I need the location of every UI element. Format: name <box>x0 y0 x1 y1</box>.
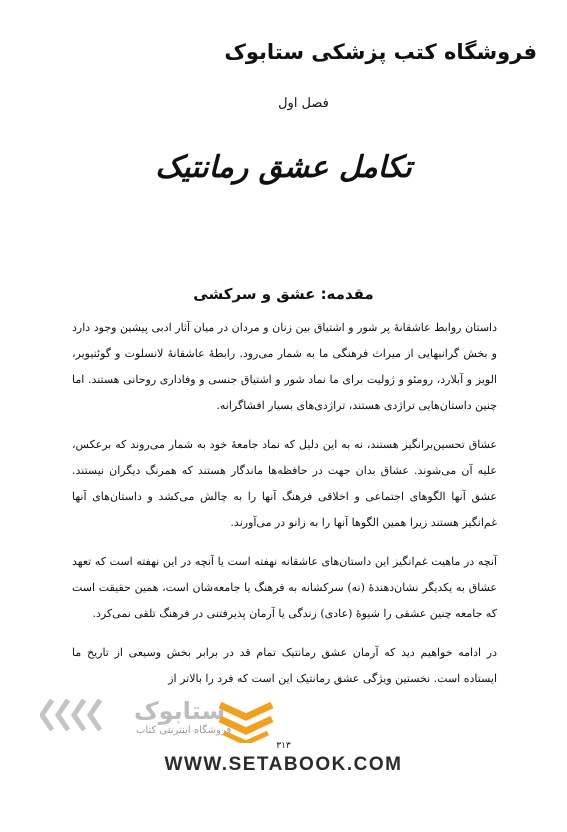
book-logo-icon <box>216 699 276 743</box>
chapter-title: تکامل عشق رمانتیک <box>155 150 412 185</box>
section-heading: مقدمه: عشق و سرکشی <box>193 285 374 303</box>
paragraph: آنچه در ماهیت غم‌انگیز این داستان‌های عاشقانه نهفته است یا آنچه در این نهفته است که تعهد عشاق به یکدیگر نشان‌دهندهٔ (نه) سرکشانه به فرهنگ یا جامعه‌شان است، همین حقیقت است که جامعه چنین عشقی را شیوهٔ (عادی) زندگی یا آرمان پذیرفتنی در فرهنگ تلقی نمی‌کرد. <box>72 555 497 620</box>
paragraph: در ادامه خواهیم دید که آرمان عشق رمانتیک تمام قد در برابر بخش وسیعی از تاریخ ما ایستاده است. نخستین ویژگی عشق رمانتیک این است که فرد را بالاتر از <box>72 646 497 685</box>
body-text <box>72 315 497 705</box>
chapter-label-container <box>0 96 567 111</box>
chapter-label: فصل اول <box>278 96 329 111</box>
paragraph: داستان روابط عاشقانهٔ پر شور و اشتیاق بین زنان و مردان در میان آثار ادبی پیشین وجود دارد و بخش گرانبهایی از میراث فرهنگی ما به شمار می‌رود. رابطهٔ عاشقانهٔ لانسلوت و گوئنیویر، الویز و آبلارد، رومئو و ژولیت برای ما نماد شور و اشتیاق جنسی و وفاداری روحانی هستند. اما چنین داستان‌هایی تراژدی هستند، تراژدی‌های بسیار افشاگرانه. <box>72 321 497 412</box>
paragraph: عشاق تحسین‌برانگیز هستند، نه به این دلیل که نماد جامعهٔ خود به شمار می‌روند که برعکس، علیه آن می‌شوند. عشاق بدان جهت در حافظه‌ها ماندگار هستند که همرنگ دیگران نیستند. عشق آنها الگوهای اجتماعی و اخلاقی فرهنگ آنها را به چالش می‌کشد و داستان‌های آنها غم‌انگیز هستند زیرا همین الگوها آنها را به زانو در می‌آورند. <box>72 438 497 529</box>
watermark-brand: ستابوک <box>134 697 226 725</box>
website-url[interactable]: WWW.SETABOOK.COM <box>164 754 403 775</box>
watermark <box>40 695 300 745</box>
store-header: فروشگاه کتب پزشکی ستابوک <box>224 40 537 64</box>
page-number: ۳۱۳ <box>276 741 291 751</box>
arrows-icon <box>40 695 130 735</box>
watermark-tagline: فروشگاه اینترنتی کتاب <box>136 725 232 736</box>
